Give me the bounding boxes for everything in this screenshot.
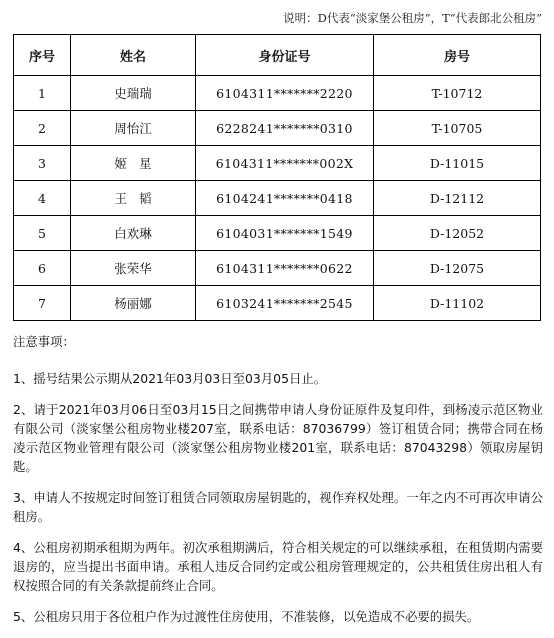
table-row	[14, 216, 541, 251]
cell-serial-number: 1	[14, 76, 71, 111]
note-item: 5、公租房只用于各位租户作为过渡性住房使用，不准装修，以免造成不必要的损失。	[13, 609, 480, 624]
table-row	[14, 181, 541, 216]
cell-id-number: 6104031*******1549	[196, 216, 374, 251]
cell-id-number: 6228241*******0310	[196, 111, 374, 146]
cell-room-number: D-11102	[374, 286, 541, 321]
cell-room-number: D-12075	[374, 251, 541, 286]
notes-title: 注意事项：	[13, 334, 75, 349]
cell-room-number: D-12052	[374, 216, 541, 251]
header-name: 姓名	[71, 35, 196, 76]
table-row	[14, 286, 541, 321]
notes-section	[13, 332, 543, 638]
cell-id-number: 6104311*******0622	[196, 251, 374, 286]
cell-name: 张荣华	[71, 251, 196, 286]
table-row	[14, 111, 541, 146]
cell-room-number: T-10712	[374, 76, 541, 111]
table-row	[14, 146, 541, 181]
cell-serial-number: 2	[14, 111, 71, 146]
cell-name: 王韬	[71, 181, 196, 216]
note-item: 1、摇号结果公示期从2021年03月03日至03月05日止。	[13, 371, 327, 386]
header-id-number: 身份证号	[196, 35, 374, 76]
cell-room-number: D-12112	[374, 181, 541, 216]
cell-id-number: 6104311*******2220	[196, 76, 374, 111]
table-header-row	[14, 35, 541, 76]
cell-room-number: D-11015	[374, 146, 541, 181]
cell-name: 姬星	[71, 146, 196, 181]
note-item: 2、请于2021年03月06日至03月15日之间携带申请人身份证原件及复印件，到杨凌示范区物业有限公司（淡家堡公租房物业楼207室，联系电话：87036799）签订租赁合同；携带合同在杨凌示范区物业管理有限公司（淡家堡公租房物业楼201室，联系电话：87043298）领取房屋钥匙。	[13, 402, 543, 474]
cell-room-number: T-10705	[374, 111, 541, 146]
note-item: 4、公租房初期承租期为两年。初次承租期满后，符合相关规定的可以继续承租，在租赁期内需要退房的，应当提出书面申请。承租人违反合同约定或公租房管理规定的，公共租赁住房出租人有权按照合同的有关条款提前终止合同。	[13, 540, 543, 593]
lottery-result-table	[13, 34, 541, 321]
cell-name: 周怡江	[71, 111, 196, 146]
cell-serial-number: 4	[14, 181, 71, 216]
table-row	[14, 251, 541, 286]
note-item: 3、申请人不按规定时间签订租赁合同领取房屋钥匙的，视作弃权处理。一年之内不可再次申请公租房。	[13, 490, 543, 524]
cell-id-number: 6104311*******002X	[196, 146, 374, 181]
cell-name: 杨丽娜	[71, 286, 196, 321]
cell-name: 白欢琳	[71, 216, 196, 251]
cell-serial-number: 5	[14, 216, 71, 251]
cell-name: 史瑞瑞	[71, 76, 196, 111]
header-serial-number: 序号	[14, 35, 71, 76]
header-room-number: 房号	[374, 35, 541, 76]
cell-serial-number: 7	[14, 286, 71, 321]
cell-id-number: 6104241*******0418	[196, 181, 374, 216]
cell-id-number: 6103241*******2545	[196, 286, 374, 321]
cell-serial-number: 3	[14, 146, 71, 181]
legend-note: 说明：D代表“淡家堡公租房”，T“代表郎北公租房”	[283, 11, 542, 25]
cell-serial-number: 6	[14, 251, 71, 286]
table-row	[14, 76, 541, 111]
